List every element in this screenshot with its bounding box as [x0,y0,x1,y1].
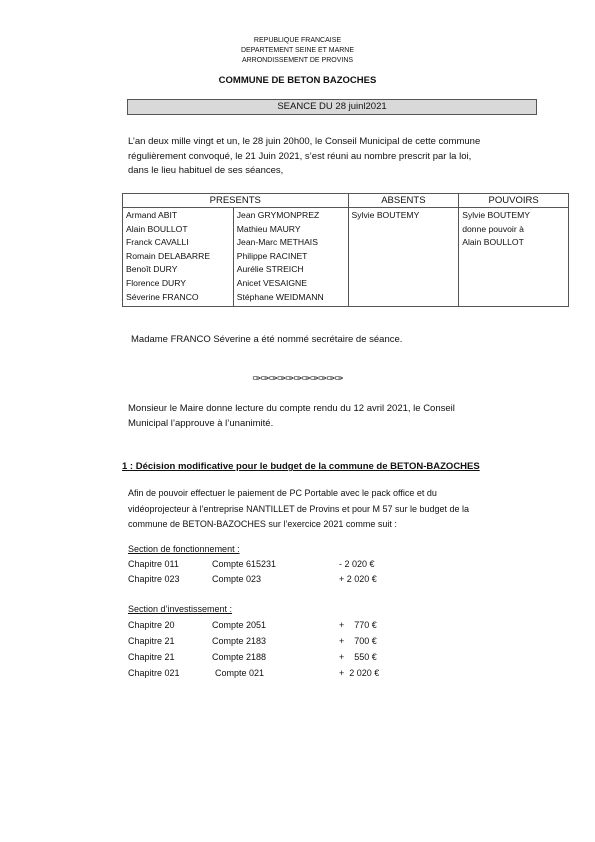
presents-col-1 [123,208,234,307]
intro-line-2: régulièrement convoqué, le 21 Juin 2021, s’est réuni au nombre prescrit par la loi, [128,150,472,162]
header-arrondissement: ARRONDISSEMENT DE PROVINS [241,57,354,64]
invest-row-4-compte: Compte 021 [215,668,265,678]
list-item: Florence DURY [126,277,187,288]
list-item: Jean-Marc METHAIS [236,237,318,248]
header-republique: REPUBLIQUE FRANCAISE [253,37,342,44]
invest-row-2-chapitre: Chapitre 21 [128,636,175,646]
list-item: Mathieu MAURY [236,223,301,234]
pouvoirs-col [459,208,569,307]
fonct-row-2-chapitre: Chapitre 023 [128,574,180,584]
list-item: Armand ABIT [126,210,178,220]
approval-line-1: Monsieur le Maire donne lecture du compte rendu du 12 avril 2021, le Conseil [128,403,455,414]
ornament-divider: ✑✑✑✑✑✑✑✑✑✑✑ [252,373,343,385]
section-1-title: 1 : Décision modificative pour le budget de la commune de BETON-BAZOCHES [122,461,480,472]
absents-col [348,208,459,307]
section-1-line-2: vidéoprojecteur à l’entreprise NANTILLET de Provins et pour M 57 sur le budget de la [128,503,470,514]
fonct-row-2-compte: Compte 023 [212,574,262,584]
invest-row-4-amount: + 2 020 € [339,668,380,678]
fonctionnement-title: Section de fonctionnement : [128,544,240,554]
invest-row-1-compte: Compte 2051 [212,620,267,630]
list-item: Romain DELABARRE [126,250,211,261]
section-1-line-1: Afin de pouvoir effectuer le paiement de PC Portable avec le pack office et du [128,488,437,498]
list-item: Stéphane WEIDMANN [236,291,324,302]
list-item: Philippe RACINET [236,250,308,261]
list-item: Benoît DURY [126,264,178,275]
invest-row-4-chapitre: Chapitre 021 [128,668,180,678]
list-item: Anicet VESAIGNE [236,277,307,288]
presents-col-2 [233,208,348,307]
invest-row-2-amount: + 700 € [339,636,377,646]
list-item: Séverine FRANCO [126,291,199,302]
list-item: Franck CAVALLI [126,237,189,248]
list-item: Aurélie STREICH [236,264,304,275]
list-item: donne pouvoir à [462,223,524,234]
fonct-row-1-amount: - 2 020 € [339,559,375,569]
invest-row-2-compte: Compte 2183 [212,636,267,646]
intro-line-1: L’an deux mille vingt et un, le 28 juin 20h00, le Conseil Municipal de cette commune [128,136,481,147]
invest-row-1-amount: + 770 € [339,620,377,630]
header-departement: DEPARTEMENT SEINE ET MARNE [240,47,355,54]
approval-paragraph [128,402,568,431]
fonct-row-2-amount: + 2 020 € [339,574,377,584]
absents-header: ABSENTS [348,194,459,208]
invest-row-1-chapitre: Chapitre 20 [128,620,175,630]
seance-banner: SEANCE DU 28 juinl2021 [127,99,537,115]
list-item: Sylvie BOUTEMY [351,210,420,220]
presents-header: PRESENTS [123,194,349,208]
invest-row-3-chapitre: Chapitre 21 [128,652,175,662]
attendance-table [122,193,569,307]
fonct-row-1-chapitre: Chapitre 011 [128,559,179,569]
intro-paragraph [128,135,568,179]
commune-title: COMMUNE DE BETON BAZOCHES [218,75,377,86]
secretary-statement: Madame FRANCO Séverine a été nommé secrétaire de séance. [131,334,403,345]
fonct-row-1-compte: Compte 615231 [212,559,277,569]
invest-row-3-amount: + 550 € [339,652,377,662]
intro-line-3: dans le lieu habituel de ses séances, [128,165,284,176]
section-1-paragraph [128,486,568,533]
section-1-line-3: commune de BETON-BAZOCHES sur l’exercice 2021 comme suit : [128,519,397,529]
list-item: Jean GRYMONPREZ [236,210,320,220]
invest-row-3-compte: Compte 2188 [212,652,267,662]
approval-line-2: Municipal l’approuve à l’unanimité. [128,417,274,429]
pouvoirs-header: POUVOIRS [459,194,569,208]
list-item: Alain BOULLOT [462,237,524,248]
list-item: Sylvie BOUTEMY [462,210,531,220]
list-item: Alain BOULLOT [126,223,188,234]
investissement-title: Section d’investissement : [128,604,233,614]
